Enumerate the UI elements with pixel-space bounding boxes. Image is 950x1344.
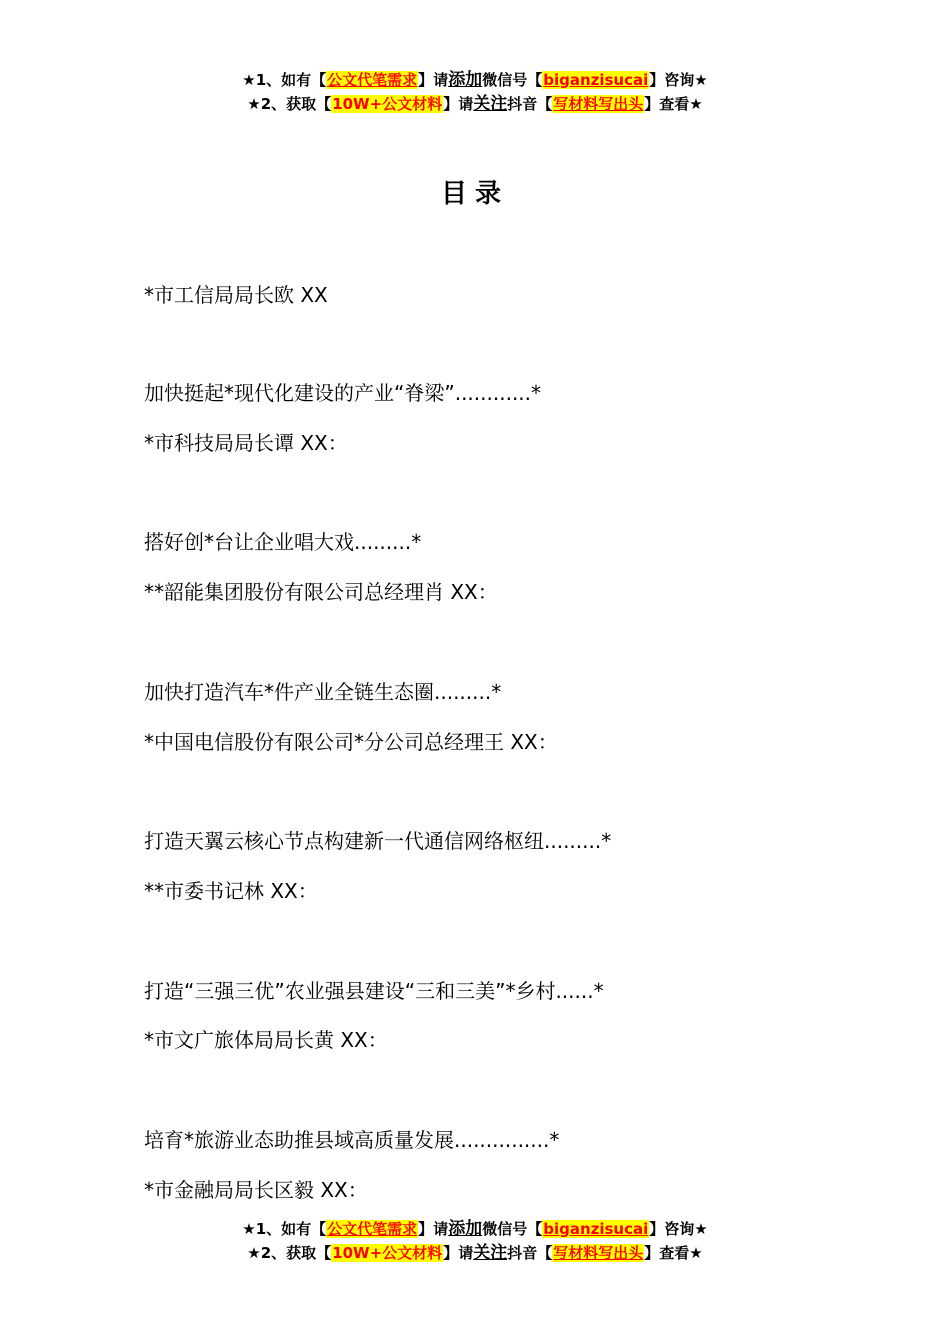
highlight-ghostwriting: 公文代笔需求 — [327, 1220, 418, 1238]
toc-title-line: 加快打造汽车*件产业全链生态圈.........* — [144, 680, 502, 704]
banner-text: 】请 — [418, 1220, 449, 1238]
toc-author-line: **市委书记林 XX： — [144, 879, 318, 903]
highlight-materials: 10W+公文材料 — [332, 95, 443, 113]
footer-banner — [0, 1217, 950, 1265]
banner-text: 】查看★ — [644, 1244, 703, 1262]
banner-line-1 — [0, 68, 950, 92]
header-banner — [0, 68, 950, 116]
highlight-wechat-id: biganzisucai — [543, 1220, 649, 1238]
banner-text: 】请 — [418, 71, 449, 89]
banner-text: 微信号【 — [482, 1220, 543, 1238]
toc-author-line: *中国电信股份有限公司*分公司总经理王 XX： — [144, 730, 558, 754]
toc-title-line: 加快挺起*现代化建设的产业“脊梁”............* — [144, 381, 542, 405]
banner-text: 】咨询★ — [649, 71, 708, 89]
highlight-wechat-id: biganzisucai — [543, 71, 649, 89]
banner-text: ★1、如有【 — [242, 1220, 327, 1238]
banner-text: ★2、获取【 — [247, 1244, 332, 1262]
toc-author-line: *市科技局局长谭 XX： — [144, 431, 348, 455]
underline-follow: 关注 — [473, 1243, 508, 1263]
banner-text: 】咨询★ — [649, 1220, 708, 1238]
toc-author-line: **韶能集团股份有限公司总经理肖 XX： — [144, 580, 498, 604]
toc-title-line: 培育*旅游业态助推县域高质量发展...............* — [144, 1128, 560, 1152]
banner-text: 】请 — [443, 95, 474, 113]
highlight-ghostwriting: 公文代笔需求 — [327, 71, 418, 89]
highlight-douyin: 写材料写出头 — [553, 95, 644, 113]
banner-text: 抖音【 — [507, 1244, 553, 1262]
banner-line-1 — [0, 1217, 950, 1241]
underline-follow: 关注 — [473, 94, 508, 114]
toc-title-line: 搭好创*台让企业唱大戏.........* — [144, 530, 422, 554]
toc-author-line: *市工信局局长欧 XX — [144, 283, 328, 307]
highlight-materials: 10W+公文材料 — [332, 1244, 443, 1262]
toc-author-line: *市金融局局长区毅 XX： — [144, 1178, 368, 1202]
banner-text: 】请 — [443, 1244, 474, 1262]
toc-title-line: 打造天翼云核心节点构建新一代通信网络枢纽.........* — [144, 829, 612, 853]
banner-text: ★1、如有【 — [242, 71, 327, 89]
underline-add: 添加 — [448, 1219, 483, 1239]
banner-text: 】查看★ — [644, 95, 703, 113]
page-title: 目录 — [440, 179, 509, 209]
banner-text: ★2、获取【 — [247, 95, 332, 113]
banner-line-2 — [0, 92, 950, 116]
banner-text: 抖音【 — [507, 95, 553, 113]
underline-add: 添加 — [448, 70, 483, 90]
banner-line-2 — [0, 1241, 950, 1265]
highlight-douyin: 写材料写出头 — [553, 1244, 644, 1262]
toc-title-line: 打造“三强三优”农业强县建设“三和三美”*乡村......* — [144, 979, 604, 1003]
banner-text: 微信号【 — [482, 71, 543, 89]
toc-author-line: *市文广旅体局局长黄 XX： — [144, 1028, 388, 1052]
